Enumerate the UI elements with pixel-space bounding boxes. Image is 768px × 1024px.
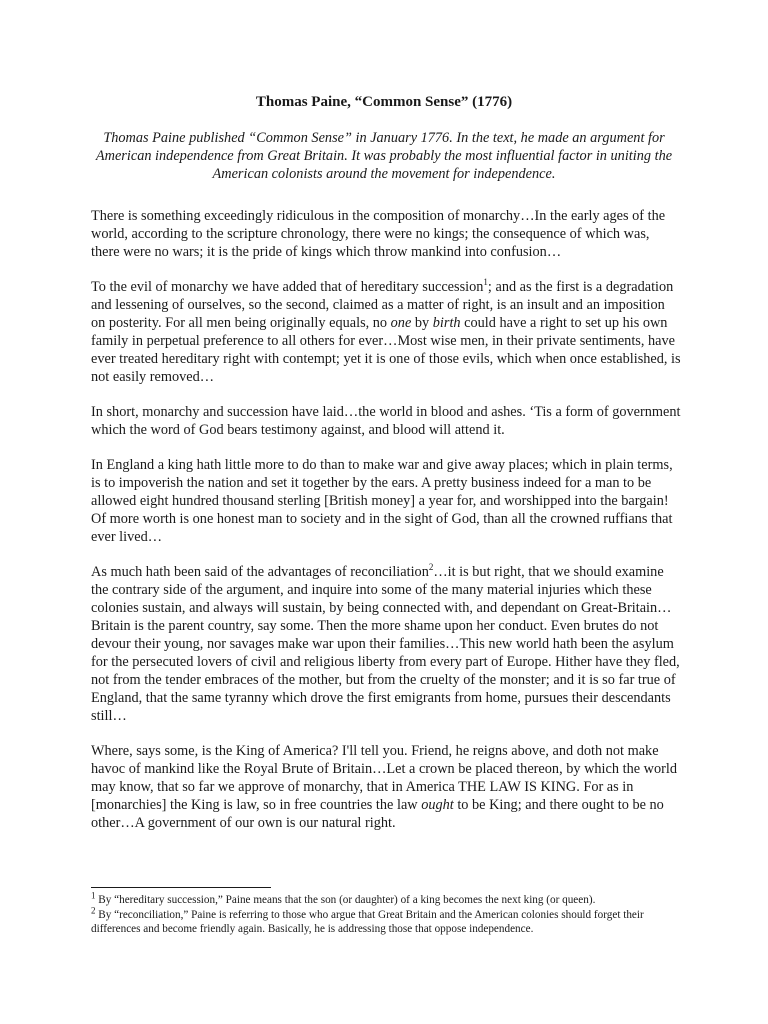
- emphasis-one: one: [390, 315, 412, 331]
- paragraph-5: [91, 563, 681, 725]
- footnote-2: [91, 905, 691, 936]
- footnote-ref-2[interactable]: 2: [428, 562, 434, 573]
- paragraph-6-text: to be King; and there ought to be no other…A government of our own is our natural right.: [91, 797, 664, 831]
- paragraph-2-text: ; and as the first is a degradation and lessening of ourselves, so the second, claimed as a matter of right, is an insult and an imposition on posterity. For all men being originally equals, no: [91, 279, 674, 331]
- footnote-1-text: By “hereditary succession,” Paine means that the son (or daughter) of a king becomes the next king (or queen).: [95, 894, 596, 906]
- footnote-mark-1: 1: [91, 890, 96, 901]
- document-title: Thomas Paine, “Common Sense” (1776): [255, 94, 513, 110]
- document-body: [91, 207, 681, 849]
- footnote-mark-2: 2: [91, 905, 96, 916]
- paragraph-6: [91, 742, 681, 832]
- emphasis-ought: ought: [421, 797, 454, 813]
- paragraph-2-text: by: [411, 315, 433, 331]
- footnote-divider: [91, 887, 271, 888]
- paragraph-5-text: …it is but right, that we should examine the contrary side of the argument, and inquire into some of the many material injuries which these colonies sustain, and always will sustain, by being connected with, and dependant on Great-Britain…Britain is the parent country, say some. Then the more shame upon her conduct. Even brutes do not devour their young, nor savages make war upon their families…This new world hath been the asylum for the persecuted lovers of civil and religious liberty from every part of Europe. Hither have they fled, not from the tender embraces of the mother, but from the cruelty of the monster; and it is so far true of England, that the same tyranny which drove the first emigrants from home, pursues their descendants still…: [91, 564, 680, 724]
- footnote-1: [91, 890, 691, 907]
- paragraph-2: [91, 278, 681, 386]
- footnote-2-text: By “reconciliation,” Paine is referring to those who argue that Great Britain and the American colonies should forget their differences and become friendly again. Basically, he is addressing those that oppose independence.: [91, 909, 644, 935]
- paragraph-3: In short, monarchy and succession have laid…the world in blood and ashes. ‘Tis a form of government which the word of God bears testimony against, and blood will attend it.: [91, 404, 681, 438]
- footnote-ref-1[interactable]: 1: [483, 277, 488, 288]
- emphasis-birth: birth: [432, 315, 461, 331]
- footnotes: [91, 890, 691, 937]
- paragraph-6-text: Where, says some, is the King of America? I'll tell you. Friend, he reigns above, and doth not make havoc of mankind like the Royal Brute of Britain…Let a crown be placed thereon, by which the world may know, that so far we approve of monarchy, that in America THE LAW IS KING. For as in [monarchies] the King is law, so in free countries the law: [91, 743, 677, 813]
- paragraph-2-text: To the evil of monarchy we have added that of hereditary succession: [91, 279, 484, 295]
- paragraph-1: There is something exceedingly ridiculous in the composition of monarchy…In the early ages of the world, according to the scripture chronology, there were no kings; the consequence of which was, there were no wars; it is the pride of kings which throw mankind into confusion…: [91, 208, 666, 260]
- paragraph-4: In England a king hath little more to do than to make war and give away places; which in plain terms, is to impoverish the nation and set it together by the ears. A pretty business indeed for a man to be allowed eight hundred thousand sterling [British money] a year for, and worshipped into the bargain! Of more worth is one honest man to society and in the sight of God, than all the crowned ruffians that ever lived…: [91, 457, 673, 545]
- intro-summary: Thomas Paine published “Common Sense” in January 1776. In the text, he made an argument for American independence from Great Britain. It was probably the most influential factor in uniting the American colonists around the movement for independence.: [95, 130, 673, 182]
- paragraph-2-text: could have a right to set up his own family in perpetual preference to all others for ever…Most wise men, in their private sentiments, have ever treated hereditary right with contempt; yet it is one of those evils, which when once established, is not easily removed…: [91, 315, 681, 385]
- paragraph-5-text: As much hath been said of the advantages of reconciliation: [91, 564, 429, 580]
